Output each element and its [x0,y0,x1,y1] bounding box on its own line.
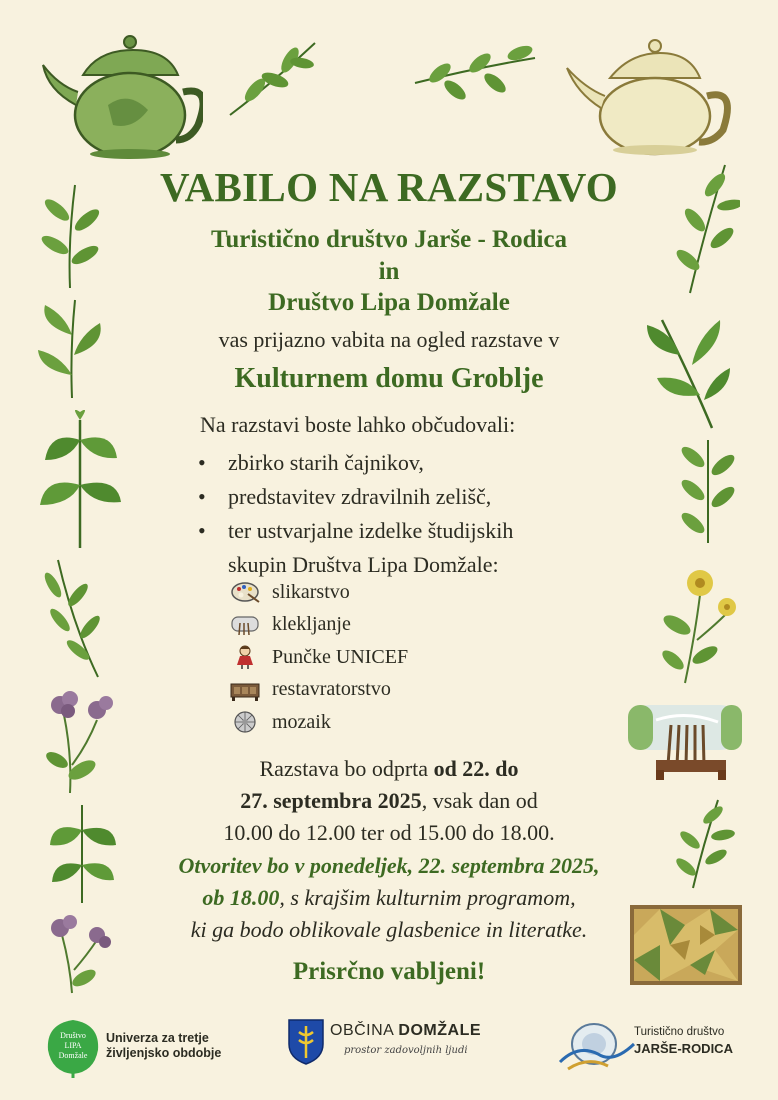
opening-line [0,882,778,914]
venue-name: Kulturnem domu Groblje [234,363,544,394]
municipality-name-regular: OBČINA [330,1022,399,1039]
tourist-society-label: Turistično društvo [634,1026,725,1038]
lipa-logo-text: Društvo [60,1031,86,1040]
opening-info [0,850,778,946]
green-teapot-icon [38,30,203,160]
tourist-society-logo [558,1014,636,1072]
lipa-logo-text: LIPA [64,1041,82,1050]
dates-text: , vsak dan od [421,788,538,813]
exhibition-dates [0,753,778,849]
page-title: VABILO NA RAZSTAVO [159,164,618,210]
list-item [230,576,408,609]
invite-line: vas prijazno vabita na ogled razstave v [218,327,560,352]
herb-sprig-icon [668,435,743,545]
list-item [230,609,408,642]
lipa-tagline [106,1031,221,1061]
mint-leaves-icon [35,410,125,550]
list-item [198,514,513,548]
highlight-text: predstavitev zdravilnih zelišč, [228,484,492,509]
study-groups-list [230,576,408,739]
cream-teapot-icon [565,38,735,158]
study-group-label: restavratorstvo [272,678,391,701]
dates-bold: od 22. do [433,756,519,781]
municipality-name-bold: DOMŽALE [398,1022,482,1039]
highlight-text: ter ustvarjalne izdelke študijskih [228,518,514,543]
lipa-logo-text: Domžale [58,1051,88,1060]
dates-text: Razstava bo odprta [259,756,434,781]
lipa-leaf-logo [44,1016,102,1078]
bullet-icon: • [198,484,206,509]
mosaic-icon [230,710,260,734]
dates-line [0,753,778,785]
doll-icon [230,645,260,669]
list-item [230,674,408,707]
bullet-icon: • [198,518,206,543]
herb-sprig-icon [410,38,540,108]
herb-sprig-icon [220,35,320,125]
highlights-list [198,446,513,582]
bullet-icon: • [198,450,206,475]
opening-bold: ob 18.00 [202,885,280,910]
dates-bold: 27. septembra 2025 [240,788,422,813]
dates-line [0,785,778,817]
highlight-continuation: skupin Društva Lipa Domžale: [228,552,499,577]
list-item [198,480,513,514]
municipality-name [330,1022,481,1040]
exhibition-intro: Na razstavi boste lahko občudovali: [200,412,516,437]
study-group-label: mozaik [272,710,331,733]
cabinet-icon [230,678,260,702]
lipa-tagline-line: Univerza za tretje [106,1031,209,1045]
organizer-conjunction: in [378,258,400,285]
opening-bold: Otvoritev bo v ponedeljek, 22. septembra 2025, [178,853,600,878]
highlight-text: zbirko starih čajnikov, [228,450,424,475]
list-item [230,641,408,674]
study-group-label: slikarstvo [272,580,350,603]
lace-pillow-icon [230,613,260,637]
study-group-label: klekljanje [272,613,351,636]
organizer-second: Društvo Lipa Domžale [268,289,510,316]
closing-greeting: Prisrčno vabljeni! [292,958,486,985]
lipa-tagline-line: življenjsko obdobje [106,1046,222,1060]
opening-text: , s krajšim kulturnim programom, [279,885,576,910]
opening-line [0,850,778,882]
tourist-society-name: JARŠE-RODICA [634,1041,733,1056]
palette-icon [230,580,260,604]
list-item [230,706,408,739]
herb-sprig-icon [38,555,118,680]
municipality-crest-icon [287,1018,325,1066]
list-item [198,446,513,480]
yellow-flower-icon [655,565,740,685]
organizer-first: Turistično društvo Jarše - Rodica [210,226,568,253]
study-group-label: Punčke UNICEF [272,645,409,668]
opening-line: ki ga bodo oblikovale glasbenice in literatke. [190,917,588,942]
dates-line: 10.00 do 12.00 ter od 15.00 do 18.00. [223,820,555,845]
municipality-motto: prostor zadovoljnih ljudi [344,1045,468,1056]
